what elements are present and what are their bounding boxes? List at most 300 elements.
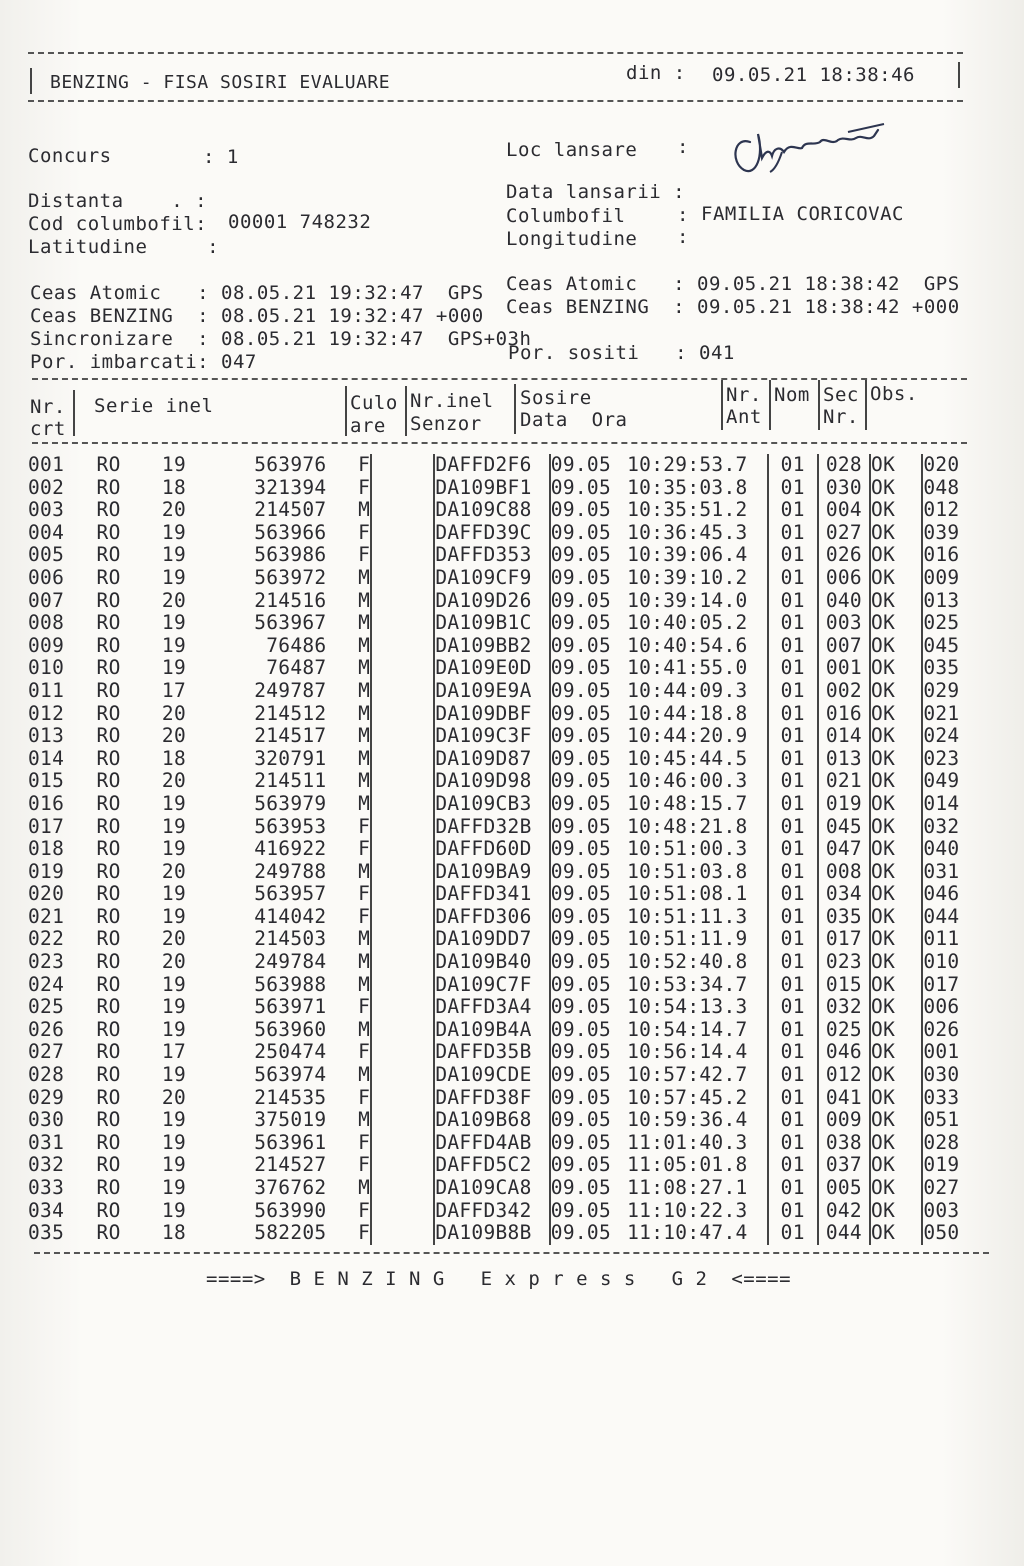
cell-arrival-date: 09.05: [550, 475, 611, 499]
col-header-culo: Culo: [350, 392, 398, 414]
cell-ring-number: 563986: [254, 543, 327, 567]
table-row: [28, 906, 978, 929]
cell-culoare: [371, 1087, 434, 1110]
cell-row-number: 004: [28, 520, 65, 544]
cell-obs-number: 006: [923, 995, 960, 1019]
cell-ring-year: 20: [161, 769, 186, 793]
cell-culoare: [371, 567, 434, 590]
cell-arrival-time: 10:51:11.9: [627, 928, 768, 951]
cell-arrival-time: 10:39:06.4: [627, 544, 768, 567]
cell-sex: F: [326, 996, 371, 1019]
cell-security-status: OK: [870, 770, 922, 793]
cell-ring-number: 321394: [254, 475, 327, 499]
cell-sensor-id: DA109B1C: [434, 612, 549, 635]
cell-sensor-id: DA109C3F: [434, 725, 549, 748]
cell-ring-year: 19: [161, 520, 186, 544]
col-header-ant: Ant: [726, 406, 762, 428]
cell-arrival-date: 09.05: [550, 1198, 611, 1222]
table-row: [28, 996, 978, 1019]
table-top-rule: [32, 378, 967, 380]
cell-sensor-id: DAFFD60D: [434, 838, 549, 861]
cell-arrival-date: 09.05: [550, 656, 611, 680]
cell-ring-number: 214517: [254, 724, 327, 748]
cell-sex: M: [326, 612, 371, 635]
cell-nom-number: 041: [818, 1087, 870, 1110]
cell-culoare: [371, 477, 434, 500]
cell-obs-number: 040: [923, 837, 960, 861]
cell-arrival-date: 09.05: [550, 1017, 611, 1041]
table-row: [28, 635, 978, 658]
cell-nom-number: 019: [818, 793, 870, 816]
cell-obs-number: 039: [923, 520, 960, 544]
cell-security-status: OK: [870, 883, 922, 906]
cell-row-number: 035: [28, 1221, 65, 1245]
cell-arrival-date: 09.05: [550, 453, 611, 476]
cell-ring-country: RO: [96, 475, 121, 499]
cell-sensor-id: DA109E0D: [434, 657, 549, 680]
cell-arrival-time: 10:46:00.3: [627, 770, 768, 793]
cell-obs-number: 025: [923, 611, 960, 635]
cell-obs-number: 009: [923, 565, 960, 589]
table-row: [28, 725, 978, 748]
cell-antenna: 01: [768, 1087, 818, 1110]
cell-sex: M: [326, 951, 371, 974]
table-row: [28, 770, 978, 793]
cell-nom-number: 002: [818, 680, 870, 703]
cell-ring-country: RO: [96, 1085, 121, 1109]
cell-ring-year: 20: [161, 1085, 186, 1109]
cell-nom-number: 042: [818, 1200, 870, 1223]
cell-sensor-id: DA109B40: [434, 951, 549, 974]
cell-obs-number: 010: [923, 950, 960, 974]
cell-security-status: OK: [870, 1222, 922, 1245]
cell-culoare: [371, 1064, 434, 1087]
cell-ring-year: 19: [161, 565, 186, 589]
cell-row-number: 020: [28, 882, 65, 906]
cell-culoare: [371, 1041, 434, 1064]
cell-nom-number: 007: [818, 635, 870, 658]
cell-security-status: OK: [870, 1109, 922, 1132]
cell-arrival-time: 10:52:40.8: [627, 951, 768, 974]
col-header-crt: crt: [30, 418, 66, 440]
header-sep-sosire: [514, 384, 516, 434]
table-row: [28, 612, 978, 635]
distanta-label: Distanta . :: [28, 190, 208, 212]
porumbei-imbarcati: Por. imbarcati: 047: [30, 351, 257, 373]
cell-antenna: 01: [768, 861, 818, 884]
cell-sensor-id: DAFFD353: [434, 544, 549, 567]
cell-antenna: 01: [768, 1064, 818, 1087]
cell-arrival-time: 10:51:00.3: [627, 838, 768, 861]
cell-ring-country: RO: [96, 837, 121, 861]
cell-sex: M: [326, 928, 371, 951]
cell-ring-number: 376762: [254, 1176, 327, 1199]
cell-arrival-date: 09.05: [550, 498, 611, 522]
cell-antenna: 01: [768, 883, 818, 906]
cell-row-number: 030: [28, 1108, 65, 1132]
cell-ring-year: 20: [161, 950, 186, 974]
cell-sex: F: [326, 1222, 371, 1245]
cell-obs-number: 044: [923, 904, 960, 928]
cell-sex: M: [326, 499, 371, 522]
cell-ring-country: RO: [96, 1198, 121, 1222]
cell-obs-number: 045: [923, 633, 960, 657]
cell-arrival-time: 10:36:45.3: [627, 522, 768, 545]
handwritten-signature: [728, 112, 898, 182]
cell-antenna: 01: [768, 1041, 818, 1064]
cell-culoare: [371, 1177, 434, 1200]
cell-sex: F: [326, 544, 371, 567]
cell-row-number: 027: [28, 1040, 65, 1064]
columbofil-value: FAMILIA CORICOVAC: [701, 203, 904, 225]
ceas-atomic-end: Ceas Atomic : 09.05.21 18:38:42 GPS: [506, 273, 960, 295]
cell-ring-year: 19: [161, 656, 186, 680]
cell-antenna: 01: [768, 1109, 818, 1132]
cell-ring-country: RO: [96, 1108, 121, 1132]
table-row: [28, 1087, 978, 1110]
cell-ring-year: 20: [161, 724, 186, 748]
cell-ring-number: 563974: [254, 1063, 327, 1087]
cell-security-status: OK: [870, 816, 922, 839]
cell-arrival-time: 10:39:14.0: [627, 590, 768, 613]
cell-ring-year: 19: [161, 611, 186, 635]
table-row: [28, 1109, 978, 1132]
sincronizare: Sincronizare : 08.05.21 19:32:47 GPS+03h: [30, 328, 532, 350]
cell-nom-number: 008: [818, 861, 870, 884]
cell-security-status: OK: [870, 477, 922, 500]
cell-ring-number: 250474: [254, 1040, 327, 1064]
cell-arrival-date: 09.05: [550, 769, 611, 793]
cell-ring-number: 249784: [254, 950, 327, 974]
cell-obs-number: 028: [923, 1130, 960, 1154]
loc-lansare-sep: :: [677, 136, 689, 158]
cell-security-status: OK: [870, 951, 922, 974]
cell-security-status: OK: [870, 996, 922, 1019]
cell-sex: F: [326, 477, 371, 500]
cell-nom-number: 026: [818, 544, 870, 567]
cell-obs-number: 027: [923, 1176, 960, 1199]
cell-nom-number: 044: [818, 1222, 870, 1245]
col-header-nr-inel: Nr.inel: [410, 390, 494, 412]
cell-sex: M: [326, 748, 371, 771]
cell-nom-number: 003: [818, 612, 870, 635]
header-sep-nom: [769, 380, 771, 430]
cell-ring-country: RO: [96, 724, 121, 748]
cell-culoare: [371, 680, 434, 703]
cell-arrival-date: 09.05: [550, 791, 611, 815]
cell-obs-number: 020: [923, 453, 960, 476]
cell-antenna: 01: [768, 816, 818, 839]
cell-security-status: OK: [870, 1132, 922, 1155]
cell-nom-number: 035: [818, 906, 870, 929]
cell-ring-year: 18: [161, 1221, 186, 1245]
cell-obs-number: 023: [923, 746, 960, 770]
cell-row-number: 025: [28, 995, 65, 1019]
cell-arrival-time: 10:54:14.7: [627, 1019, 768, 1042]
arrivals-table-body: [28, 454, 978, 1245]
cell-security-status: OK: [870, 612, 922, 635]
cell-ring-number: 249788: [254, 859, 327, 883]
arrivals-table: [28, 454, 978, 1245]
cell-sensor-id: DAFFD3A4: [434, 996, 549, 1019]
cell-sex: F: [326, 454, 371, 477]
cell-sex: F: [326, 1041, 371, 1064]
cell-sensor-id: DAFFD5C2: [434, 1154, 549, 1177]
cell-arrival-date: 09.05: [550, 1040, 611, 1064]
table-row: [28, 477, 978, 500]
cell-ring-number: 214527: [254, 1153, 327, 1177]
cell-antenna: 01: [768, 703, 818, 726]
cell-culoare: [371, 499, 434, 522]
cell-security-status: OK: [870, 1177, 922, 1200]
cell-culoare: [371, 454, 434, 477]
cell-security-status: OK: [870, 1019, 922, 1042]
cell-ring-number: 563966: [254, 520, 327, 544]
cell-antenna: 01: [768, 1154, 818, 1177]
cell-sensor-id: DA109BB2: [434, 635, 549, 658]
cell-sex: M: [326, 1177, 371, 1200]
table-row: [28, 499, 978, 522]
cod-columbofil-label: Cod columbofil:: [28, 213, 208, 235]
cell-ring-number: 76487: [266, 656, 327, 680]
cell-ring-number: 563957: [254, 882, 327, 906]
table-header-rule: [32, 442, 967, 444]
cell-obs-number: 035: [923, 656, 960, 680]
cell-nom-number: 045: [818, 816, 870, 839]
cell-antenna: 01: [768, 477, 818, 500]
cell-ring-year: 19: [161, 814, 186, 838]
cell-culoare: [371, 635, 434, 658]
cell-ring-year: 19: [161, 837, 186, 861]
table-row: [28, 567, 978, 590]
cell-ring-country: RO: [96, 1040, 121, 1064]
cell-security-status: OK: [870, 703, 922, 726]
cell-ring-country: RO: [96, 882, 121, 906]
cell-ring-country: RO: [96, 520, 121, 544]
cell-nom-number: 005: [818, 1177, 870, 1200]
cell-security-status: OK: [870, 838, 922, 861]
cell-sex: M: [326, 861, 371, 884]
cell-arrival-date: 09.05: [550, 588, 611, 612]
cell-obs-number: 011: [923, 927, 960, 951]
cell-sensor-id: DA109D26: [434, 590, 549, 613]
cell-obs-number: 024: [923, 724, 960, 748]
col-header-sosire: Sosire: [520, 387, 592, 409]
cell-ring-number: 214535: [254, 1085, 327, 1109]
cell-antenna: 01: [768, 680, 818, 703]
cell-row-number: 033: [28, 1176, 65, 1199]
cell-culoare: [371, 1019, 434, 1042]
cell-security-status: OK: [870, 544, 922, 567]
cell-ring-country: RO: [96, 769, 121, 793]
cell-antenna: 01: [768, 793, 818, 816]
cell-sensor-id: DA109B68: [434, 1109, 549, 1132]
cell-antenna: 01: [768, 906, 818, 929]
cell-arrival-time: 10:51:03.8: [627, 861, 768, 884]
cell-ring-year: 20: [161, 859, 186, 883]
cell-security-status: OK: [870, 499, 922, 522]
table-row: [28, 1132, 978, 1155]
col-header-nr: Nr.: [30, 396, 66, 418]
cell-nom-number: 040: [818, 590, 870, 613]
col-header-sec: Sec: [823, 384, 859, 406]
table-row: [28, 590, 978, 613]
table-row: [28, 748, 978, 771]
cell-row-number: 016: [28, 791, 65, 815]
longitudine-label: Longitudine: [506, 228, 638, 250]
cell-ring-year: 19: [161, 1063, 186, 1087]
table-row: [28, 1154, 978, 1177]
col-header-data-ora: Data Ora: [520, 409, 628, 431]
cell-arrival-date: 09.05: [550, 520, 611, 544]
cell-culoare: [371, 906, 434, 929]
cell-arrival-date: 09.05: [550, 724, 611, 748]
cell-nom-number: 015: [818, 974, 870, 997]
cell-ring-country: RO: [96, 1130, 121, 1154]
cell-sensor-id: DAFFD306: [434, 906, 549, 929]
cell-ring-year: 19: [161, 791, 186, 815]
cell-sex: M: [326, 657, 371, 680]
cell-culoare: [371, 996, 434, 1019]
cell-sex: M: [326, 1064, 371, 1087]
cell-ring-country: RO: [96, 498, 121, 522]
cell-security-status: OK: [870, 635, 922, 658]
cell-nom-number: 027: [818, 522, 870, 545]
cell-sensor-id: DAFFD4AB: [434, 1132, 549, 1155]
cell-arrival-time: 11:01:40.3: [627, 1132, 768, 1155]
cell-arrival-date: 09.05: [550, 814, 611, 838]
header-sep-obs: [865, 380, 867, 430]
cell-security-status: OK: [870, 590, 922, 613]
cell-row-number: 013: [28, 724, 65, 748]
cell-ring-country: RO: [96, 904, 121, 928]
cell-arrival-date: 09.05: [550, 1153, 611, 1177]
table-row: [28, 974, 978, 997]
cell-ring-number: 214503: [254, 927, 327, 951]
cell-obs-number: 014: [923, 791, 960, 815]
cell-sensor-id: DA109D98: [434, 770, 549, 793]
cell-ring-year: 19: [161, 1130, 186, 1154]
cell-row-number: 018: [28, 837, 65, 861]
cell-culoare: [371, 838, 434, 861]
cell-ring-country: RO: [96, 633, 121, 657]
cell-antenna: 01: [768, 974, 818, 997]
cell-antenna: 01: [768, 838, 818, 861]
cell-security-status: OK: [870, 454, 922, 477]
cell-ring-year: 19: [161, 995, 186, 1019]
cell-arrival-date: 09.05: [550, 904, 611, 928]
cell-security-status: OK: [870, 861, 922, 884]
cell-arrival-date: 09.05: [550, 543, 611, 567]
cell-ring-number: 214511: [254, 769, 327, 793]
cell-security-status: OK: [870, 657, 922, 680]
cell-culoare: [371, 974, 434, 997]
cell-ring-number: 582205: [254, 1221, 327, 1245]
table-row: [28, 883, 978, 906]
cell-ring-country: RO: [96, 678, 121, 702]
cell-arrival-date: 09.05: [550, 1063, 611, 1087]
col-header-are: are: [350, 415, 386, 437]
cell-culoare: [371, 951, 434, 974]
cell-sensor-id: DA109CF9: [434, 567, 549, 590]
cell-arrival-time: 10:40:54.6: [627, 635, 768, 658]
cell-ring-number: 214512: [254, 701, 327, 725]
cell-row-number: 023: [28, 950, 65, 974]
cell-arrival-time: 11:05:01.8: [627, 1154, 768, 1177]
cell-sex: F: [326, 1200, 371, 1223]
cell-arrival-date: 09.05: [550, 950, 611, 974]
cell-ring-country: RO: [96, 453, 121, 476]
cell-sex: F: [326, 1154, 371, 1177]
ceas-benzing-start: Ceas BENZING : 08.05.21 19:32:47 +000: [30, 305, 484, 327]
cell-nom-number: 037: [818, 1154, 870, 1177]
cell-obs-number: 051: [923, 1108, 960, 1132]
cell-sensor-id: DAFFD2F6: [434, 454, 549, 477]
cell-obs-number: 049: [923, 769, 960, 793]
cell-arrival-date: 09.05: [550, 859, 611, 883]
cell-sex: M: [326, 770, 371, 793]
cell-ring-year: 19: [161, 972, 186, 996]
col-header-senzor: Senzor: [410, 413, 482, 435]
table-row: [28, 544, 978, 567]
cell-row-number: 012: [28, 701, 65, 725]
table-row: [28, 1064, 978, 1087]
cell-security-status: OK: [870, 1064, 922, 1087]
cell-sex: F: [326, 816, 371, 839]
cell-sex: F: [326, 522, 371, 545]
header-bottom-rule: [28, 100, 963, 102]
cell-ring-number: 375019: [254, 1108, 327, 1132]
cell-row-number: 002: [28, 475, 65, 499]
cell-ring-year: 19: [161, 1176, 186, 1199]
cell-sensor-id: DA109E9A: [434, 680, 549, 703]
cell-ring-country: RO: [96, 791, 121, 815]
cell-obs-number: 001: [923, 1040, 960, 1064]
cell-arrival-time: 10:48:21.8: [627, 816, 768, 839]
cell-ring-country: RO: [96, 746, 121, 770]
cell-arrival-time: 10:41:55.0: [627, 657, 768, 680]
cell-ring-country: RO: [96, 972, 121, 996]
cell-nom-number: 023: [818, 951, 870, 974]
table-row: [28, 1177, 978, 1200]
cell-arrival-date: 09.05: [550, 927, 611, 951]
cell-row-number: 017: [28, 814, 65, 838]
footer-banner: ====> B E N Z I N G E x p r e s s G 2 <====: [206, 1268, 792, 1290]
cell-ring-year: 19: [161, 904, 186, 928]
cell-ring-year: 19: [161, 1198, 186, 1222]
cell-ring-number: 563960: [254, 1017, 327, 1041]
cell-security-status: OK: [870, 974, 922, 997]
cell-row-number: 001: [28, 453, 65, 476]
cell-antenna: 01: [768, 657, 818, 680]
cell-arrival-date: 09.05: [550, 837, 611, 861]
cell-nom-number: 016: [818, 703, 870, 726]
cell-sex: M: [326, 680, 371, 703]
cell-arrival-time: 10:29:53.7: [627, 454, 768, 477]
cell-sensor-id: DA109D87: [434, 748, 549, 771]
cell-culoare: [371, 522, 434, 545]
cell-sex: F: [326, 838, 371, 861]
cell-obs-number: 050: [923, 1221, 960, 1245]
cell-sensor-id: DA109BA9: [434, 861, 549, 884]
cell-sex: M: [326, 793, 371, 816]
header-left-edge: [30, 68, 32, 94]
cell-arrival-time: 10:53:34.7: [627, 974, 768, 997]
cell-sensor-id: DA109CA8: [434, 1177, 549, 1200]
cell-ring-year: 20: [161, 588, 186, 612]
cell-ring-number: 563971: [254, 995, 327, 1019]
col-header-serie-inel: Serie inel: [94, 395, 214, 417]
